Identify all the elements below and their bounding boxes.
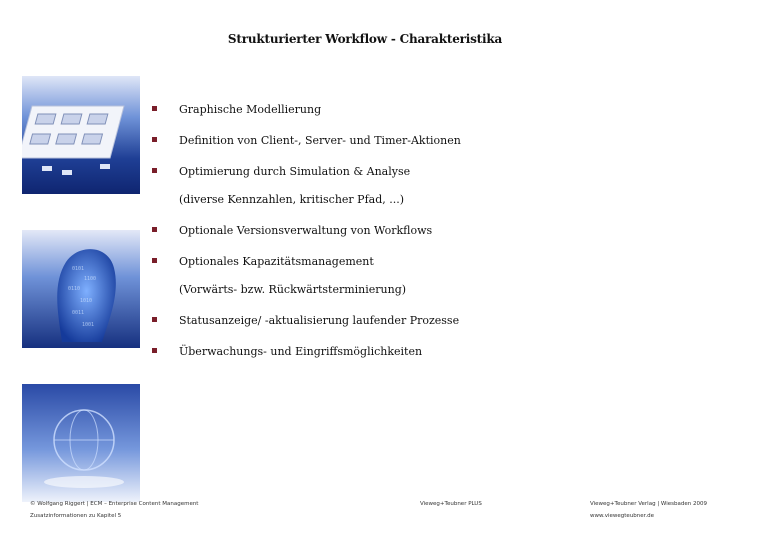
footer-link[interactable]: www.viewegteubner.de — [590, 513, 655, 519]
bullet-marker-icon — [152, 348, 157, 353]
bullet-marker-icon — [152, 106, 157, 111]
digital-globe-image — [22, 384, 140, 502]
footer-copyright: © Wolfgang Riggert | ECM – Enterprise Content Management Zusatzinformationen zu Kapitel 5 — [30, 501, 199, 519]
bullet-item: Definition von Client-, Server- und Timer-Aktionen — [152, 134, 712, 148]
bullet-subtext: (Vorwärts- bzw. Rückwärtsterminierung) — [179, 283, 407, 296]
bullet-item: Überwachungs- und Eingriffsmöglichkeiten — [152, 345, 712, 359]
svg-text:0101: 0101 — [72, 266, 85, 272]
bullet-item: Statusanzeige/ -aktualisierung laufender Prozesse — [152, 314, 712, 328]
bullet-list — [152, 103, 712, 359]
bullet-marker-icon — [152, 137, 157, 142]
bullet-marker-icon — [152, 258, 157, 263]
digital-face-image — [22, 230, 140, 348]
bullet-marker-icon — [152, 168, 157, 173]
bullet-subtext: (diverse Kennzahlen, kritischer Pfad, ...) — [179, 193, 405, 206]
bullet-item: Optionale Versionsverwaltung von Workflows — [152, 224, 712, 238]
workflow-board-image — [22, 76, 140, 194]
bullet-item: Optimierung durch Simulation & Analyse — [152, 165, 712, 179]
page-title: Strukturierter Workflow - Charakteristika — [227, 32, 503, 46]
svg-text:1100: 1100 — [84, 276, 97, 282]
bullet-item: Optionales Kapazitätsmanagement — [152, 255, 712, 269]
svg-text:1010: 1010 — [80, 298, 93, 304]
bullet-marker-icon — [152, 317, 157, 322]
footer-publisher-plus: Vieweg+Teubner PLUS — [420, 501, 482, 507]
bullet-item: Graphische Modellierung — [152, 103, 712, 117]
footer-publisher: Vieweg+Teubner Verlag | Wiesbaden 2009 www.viewegteubner.de — [590, 498, 707, 522]
svg-text:1001: 1001 — [82, 322, 95, 328]
svg-text:0110: 0110 — [68, 286, 81, 292]
svg-text:0011: 0011 — [72, 310, 85, 316]
bullet-marker-icon — [152, 227, 157, 232]
